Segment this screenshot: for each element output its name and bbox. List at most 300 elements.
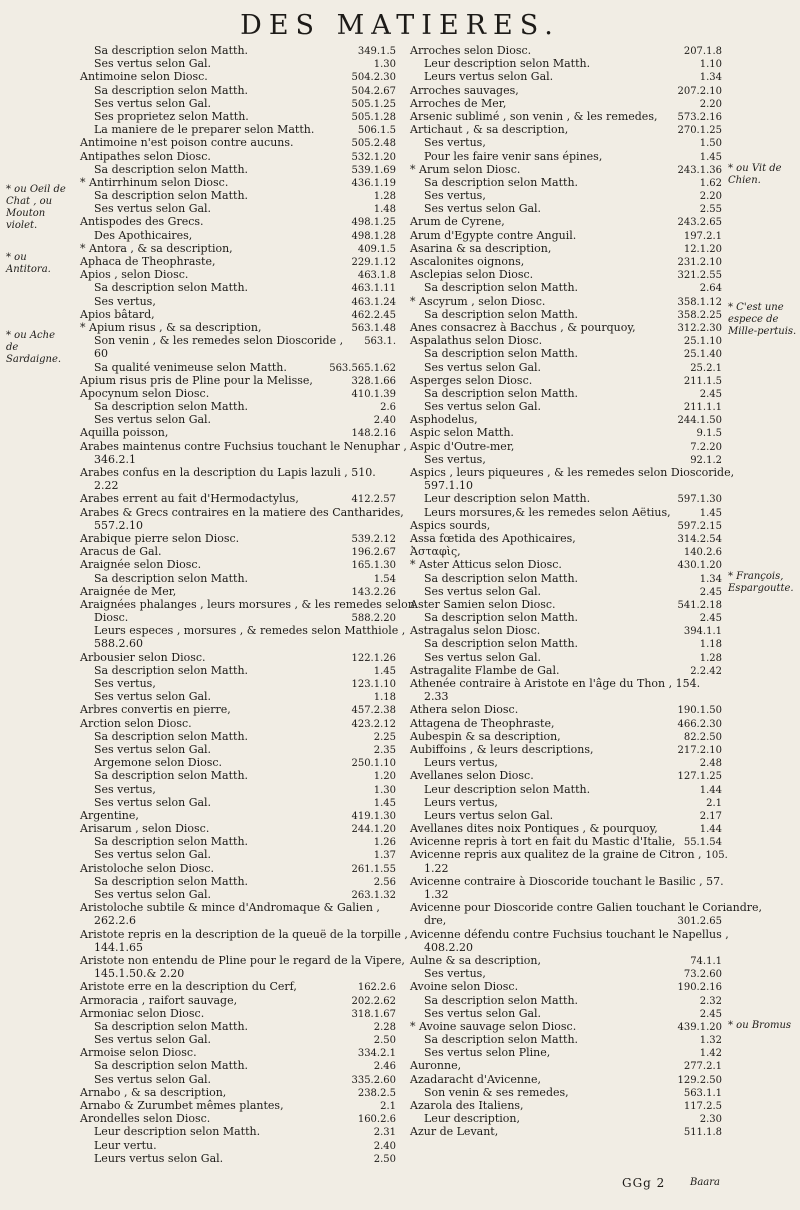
entry-reference: 244.1.20 <box>351 824 396 836</box>
index-entry <box>410 242 722 255</box>
entry-text: Apocynum selon Diosc. <box>80 386 210 400</box>
index-entry <box>80 862 396 875</box>
index-entry <box>410 888 722 901</box>
entry-text: Aulne & sa description, <box>410 953 541 967</box>
index-entry <box>80 1020 396 1033</box>
entry-reference: 1.34 <box>699 72 722 84</box>
entry-text: Leur description, <box>424 1112 520 1126</box>
index-entry <box>80 400 396 413</box>
entry-reference: 12.1.20 <box>683 243 722 255</box>
index-entry <box>410 479 722 492</box>
index-entry <box>410 215 722 228</box>
entry-text: Ses vertus selon Gal. <box>94 742 212 756</box>
entry-reference: 2.1 <box>380 1101 396 1112</box>
entry-text: Antimoine n'est poison contre aucuns. <box>80 136 294 150</box>
entry-text: Argemone selon Diosc. <box>94 756 223 770</box>
entry-text: Aristoloche subtile & mince d'Andromaque & Galien , <box>80 901 380 915</box>
entry-text: Aspalathus selon Diosc. <box>410 334 543 348</box>
index-entry <box>80 730 396 743</box>
entry-reference: 1.28 <box>699 652 722 664</box>
entry-reference: 129.2.50 <box>677 1074 722 1086</box>
index-entry <box>410 717 722 730</box>
index-entry <box>410 202 722 215</box>
entry-reference: 207.2.10 <box>677 85 722 97</box>
entry-text: 262.2.6 <box>94 914 136 928</box>
entry-text: Ses vertus selon Gal. <box>424 202 542 216</box>
index-entry <box>80 479 396 492</box>
index-entry <box>80 1086 396 1099</box>
index-entry <box>80 1152 396 1165</box>
entry-reference: 314.2.54 <box>677 533 722 545</box>
entry-reference: 2.17 <box>699 810 722 822</box>
index-entry <box>410 862 722 875</box>
entry-text: Arbousier selon Diosc. <box>80 650 206 664</box>
index-entry <box>410 1099 722 1112</box>
index-entry <box>410 558 722 571</box>
entry-text: Ses vertus, <box>424 136 486 150</box>
index-entry <box>410 84 722 97</box>
entry-reference: 462.2.45 <box>351 309 396 321</box>
entry-text: Aristoloche selon Diosc. <box>80 861 214 875</box>
index-entry <box>410 822 722 835</box>
entry-text: Azarola des Italiens, <box>410 1099 524 1112</box>
index-entry <box>80 756 396 769</box>
entry-reference: 321.2.55 <box>677 270 722 282</box>
entry-text: Arum de Cyrene, <box>410 215 505 229</box>
entry-reference: 318.1.67 <box>351 1008 396 1020</box>
entry-text: Assa fœtida des Apothicaires, <box>410 531 576 545</box>
entry-text: Leur description selon Matth. <box>424 57 591 71</box>
entry-text: Aster Samien selon Diosc. <box>410 597 556 611</box>
entry-reference: 250.1.10 <box>351 758 396 770</box>
entry-text: * Avoine sauvage selon Diosc. <box>410 1019 577 1033</box>
entry-text: Astragalus selon Diosc. <box>410 624 541 638</box>
index-entry <box>410 44 722 57</box>
entry-reference: 74.1.1 <box>690 955 722 967</box>
entry-reference: 2.2.42 <box>690 665 722 677</box>
index-entry <box>80 796 396 809</box>
entry-text: Sa description selon Matth. <box>424 386 579 400</box>
entry-text: Apios bâtard, <box>80 307 155 321</box>
index-entry <box>80 651 396 664</box>
side-note-bromus: * ou Bromus <box>728 1020 792 1031</box>
index-entry <box>80 624 406 638</box>
entry-text: Azadaracht d'Avicenne, <box>410 1072 542 1086</box>
entry-text: Ses vertus selon Pline, <box>424 1046 551 1060</box>
entry-text: Attagena de Theophraste, <box>410 716 555 730</box>
entry-reference: 217.2.10 <box>677 744 722 756</box>
index-entry <box>80 611 396 624</box>
entry-text: Sa description selon Matth. <box>94 83 249 97</box>
index-entry <box>410 848 728 862</box>
entry-text: Ses vertus selon Gal. <box>94 1072 212 1086</box>
entry-text: Avicenne repris aux qualitez de la graine de Citron , <box>410 848 702 862</box>
entry-reference: 243.2.65 <box>677 217 722 229</box>
entry-reference: 1.20 <box>373 771 396 783</box>
entry-reference: 2.50 <box>373 1035 396 1047</box>
entry-text: * Apium risus , & sa description, <box>80 320 262 334</box>
entry-text: Leurs especes , morsures , & remedes selon Matthiole , <box>94 624 406 638</box>
entry-reference: 1.30 <box>373 59 396 71</box>
entry-reference: 1.30 <box>373 784 396 796</box>
entry-reference: 2.50 <box>373 1153 396 1165</box>
entry-reference: 588.2.20 <box>351 613 396 625</box>
index-entry <box>80 202 396 215</box>
index-entry <box>80 994 396 1007</box>
index-entry <box>410 730 722 743</box>
entry-reference: 563.1.1 <box>683 1087 722 1099</box>
entry-reference: 358.1.12 <box>677 296 722 308</box>
index-entry <box>410 229 722 242</box>
entry-text: Ses vertus selon Gal. <box>94 202 212 216</box>
index-entry <box>410 994 722 1007</box>
entry-text: Arum d'Egypte contre Anguil. <box>410 228 577 242</box>
entry-reference: 2.45 <box>699 388 722 400</box>
index-entry <box>80 387 396 400</box>
index-entry <box>80 769 396 782</box>
catchword: Baara <box>690 1177 721 1188</box>
entry-text: Araignées phalanges , leurs morsures , & les remedes selon <box>80 597 415 611</box>
entry-reference: 277.2.1 <box>683 1061 722 1073</box>
entry-text: Arnabo & Zurumbet mêmes plantes, <box>80 1099 284 1112</box>
index-entry <box>410 796 722 809</box>
entry-reference: 532.1.20 <box>351 151 396 163</box>
index-entry <box>410 97 722 110</box>
entry-text: Avicenne défendu contre Fuchsius touchant le Napellus , <box>410 927 729 941</box>
entry-reference: 1.44 <box>699 784 722 796</box>
entry-text: Asperges selon Diosc. <box>410 373 533 387</box>
index-entry <box>80 1046 396 1059</box>
index-entry <box>80 967 396 980</box>
index-entry <box>410 690 722 703</box>
entry-text: Leur description selon Matth. <box>94 1125 261 1139</box>
index-entry <box>80 1007 396 1020</box>
entry-text: Auronne, <box>410 1059 462 1073</box>
entry-text: Anes consacrez à Bacchus , & pourquoy, <box>410 320 636 334</box>
entry-reference: 55.1.54 <box>683 837 722 849</box>
entry-reference: 1.54 <box>373 573 396 585</box>
entry-text: Arbres convertis en pierre, <box>80 703 231 717</box>
entry-reference: 1.45 <box>373 797 396 809</box>
index-entry <box>80 110 396 123</box>
side-note-antitora: * ou Antitora. <box>6 252 51 275</box>
index-entry <box>410 941 722 954</box>
index-entry <box>410 980 722 993</box>
index-entry <box>80 637 396 650</box>
entry-reference: 211.1.5 <box>683 375 722 387</box>
index-entry <box>80 1059 396 1072</box>
entry-reference: 539.1.69 <box>351 164 396 176</box>
entry-text: Ses proprietez selon Matth. <box>94 109 249 123</box>
index-entry <box>410 875 722 888</box>
index-entry <box>410 70 722 83</box>
entry-text: Leurs vertus, <box>424 795 498 809</box>
entry-text: Ses vertus selon Gal. <box>94 57 212 71</box>
entry-text: Antipathes selon Diosc. <box>80 149 211 163</box>
entry-reference: 511.1.8 <box>683 1127 722 1139</box>
entry-text: Avellanes dites noix Pontiques , & pourquoy, <box>410 822 658 836</box>
entry-reference: 409.1.5 <box>357 243 396 255</box>
entry-text: Sa description selon Matth. <box>94 162 249 176</box>
entry-text: Aristote erre en la description du Cerf, <box>80 980 297 994</box>
entry-reference: 312.2.30 <box>677 322 722 334</box>
index-entry <box>80 347 396 360</box>
index-entry <box>80 84 396 97</box>
side-note-oeil-de-chat: * ou Oeil de Chat , ou Mouton violet. <box>6 184 66 231</box>
entry-reference: 162.2.6 <box>357 982 396 994</box>
entry-reference: 1.44 <box>699 824 722 836</box>
entry-reference: 231.2.10 <box>677 257 722 268</box>
entry-text: Araignée selon Diosc. <box>80 558 202 572</box>
index-entry <box>410 426 722 439</box>
index-entry <box>80 321 396 334</box>
index-entry <box>410 519 722 532</box>
index-entry <box>80 57 396 70</box>
entry-text: Arabes confus en la description du Lapis lazuli , 510. <box>80 466 376 479</box>
entry-text: Ses vertus selon Gal. <box>94 96 212 110</box>
index-entry <box>410 967 722 980</box>
index-entry <box>410 651 722 664</box>
index-entry <box>410 492 722 505</box>
entry-reference: 504.2.30 <box>351 72 396 84</box>
entry-text: Ses vertus selon Gal. <box>424 584 542 598</box>
index-entry <box>80 413 396 426</box>
index-entry <box>410 914 722 927</box>
index-entry <box>80 519 396 532</box>
index-entry <box>80 215 396 228</box>
entry-text: Arondelles selon Diosc. <box>80 1112 211 1126</box>
index-entry <box>80 545 396 558</box>
entry-text: Son venin & ses remedes, <box>424 1085 569 1099</box>
index-entry <box>410 664 722 677</box>
entry-reference: 117.2.5 <box>683 1101 722 1112</box>
index-entry <box>410 387 722 400</box>
entry-text: Antimoine selon Diosc. <box>80 70 208 84</box>
index-entry <box>80 914 396 927</box>
entry-text: Aquilla poisson, <box>80 426 169 440</box>
entry-reference: 122.1.26 <box>351 652 396 664</box>
index-entry <box>80 361 396 374</box>
index-entry <box>410 1086 722 1099</box>
index-entry <box>410 585 722 598</box>
entry-text: 60 <box>94 347 108 361</box>
entry-text: * Antora , & sa description, <box>80 241 233 255</box>
entry-text: Arabes errent au fait d'Hermodactylus, <box>80 492 299 506</box>
entry-text: La maniere de le preparer selon Matth. <box>94 123 315 137</box>
index-entry <box>410 506 722 519</box>
index-entry <box>410 1059 722 1072</box>
index-entry <box>80 492 396 505</box>
entry-reference: 243.1.36 <box>677 164 722 176</box>
entry-text: Arction selon Diosc. <box>80 716 192 730</box>
index-entry <box>80 308 396 321</box>
entry-text: Ἀσταφὶς, <box>410 545 461 559</box>
entry-text: Ses vertus selon Gal. <box>94 1033 212 1047</box>
entry-text: Sa description selon Matth. <box>94 1019 249 1033</box>
entry-text: Arsenic sublimé , son venin , & les remedes, <box>410 109 658 123</box>
index-entry <box>410 1046 722 1059</box>
entry-text: Aubespin & sa description, <box>410 729 561 743</box>
entry-text: Apios , selon Diosc. <box>80 268 189 282</box>
entry-reference: 394.1.1 <box>683 626 722 638</box>
entry-text: Sa description selon Matth. <box>424 281 579 295</box>
index-entry <box>80 848 396 861</box>
entry-text: Leurs vertus selon Gal. <box>424 808 554 822</box>
entry-reference: 190.2.16 <box>677 982 722 994</box>
index-entry <box>410 1033 722 1046</box>
index-entry <box>80 664 396 677</box>
index-entry <box>410 334 722 347</box>
entry-text: Sa description selon Matth. <box>424 175 579 189</box>
entry-text: Ses vertus selon Gal. <box>94 888 212 901</box>
index-entry <box>80 1099 396 1112</box>
entry-reference: 1.18 <box>373 692 396 704</box>
index-entry <box>410 295 722 308</box>
index-entry <box>80 888 396 901</box>
index-entry <box>410 545 722 558</box>
index-entry <box>410 189 722 202</box>
index-entry <box>80 334 396 347</box>
entry-text: Artichaut , & sa description, <box>410 123 569 137</box>
entry-text: Astragalite Flambe de Gal. <box>410 663 560 677</box>
entry-text: * Antirrhinum selon Diosc. <box>80 175 229 189</box>
index-entry <box>80 150 396 163</box>
entry-text: 597.1.10 <box>424 479 473 493</box>
entry-text: 2.22 <box>94 479 119 493</box>
entry-text: Ses vertus, <box>94 294 156 308</box>
index-entry <box>80 743 396 756</box>
entry-reference: 505.1.25 <box>351 98 396 110</box>
entry-text: Ses vertus, <box>424 967 486 981</box>
index-entry <box>80 295 396 308</box>
index-entry <box>80 532 396 545</box>
entry-reference: 2.45 <box>699 613 722 625</box>
entry-text: 145.1.50.& 2.20 <box>94 967 185 981</box>
entry-reference: 1.45 <box>373 665 396 677</box>
entry-reference: 1.34 <box>699 573 722 585</box>
entry-text: 346.2.1 <box>94 452 136 466</box>
index-entry <box>410 255 722 268</box>
index-entry <box>410 901 763 915</box>
index-entry <box>410 598 722 611</box>
entry-reference: 2.56 <box>373 876 396 888</box>
index-entry <box>410 268 722 281</box>
index-entry <box>80 374 396 387</box>
entry-reference: 2.1 <box>706 797 722 809</box>
entry-text: Sa description selon Matth. <box>94 189 249 203</box>
entry-reference: 439.1.20 <box>677 1021 722 1033</box>
entry-reference: 2.40 <box>373 415 396 427</box>
index-entry <box>80 875 396 888</box>
index-entry <box>80 703 396 716</box>
entry-reference: 1.42 <box>699 1048 722 1060</box>
index-entry <box>410 756 722 769</box>
entry-text: Arabique pierre selon Diosc. <box>80 531 240 545</box>
index-entry <box>80 281 396 294</box>
entry-text: Athera selon Diosc. <box>410 703 519 717</box>
entry-text: Athenée contraire à Aristote en l'âge du Thon , 154. <box>410 677 701 690</box>
index-entry <box>410 637 722 650</box>
entry-reference: 1.10 <box>699 59 722 71</box>
entry-text: Arroches de Mer, <box>410 96 507 110</box>
entry-reference: 25.2.1 <box>690 362 722 374</box>
index-entry <box>80 1073 396 1086</box>
entry-reference: 2.30 <box>699 1114 722 1126</box>
entry-reference: 2.25 <box>373 731 396 743</box>
entry-text: Arisarum , selon Diosc. <box>80 822 210 836</box>
entry-reference: 539.2.12 <box>351 533 396 545</box>
entry-text: Ses vertus selon Gal. <box>94 690 212 704</box>
entry-text: Armoise selon Diosc. <box>80 1046 197 1060</box>
entry-text: Leurs vertus selon Gal. <box>94 1151 224 1165</box>
index-entry <box>410 308 722 321</box>
index-entry <box>410 163 722 176</box>
index-entry <box>80 901 396 914</box>
index-entry <box>80 822 396 835</box>
index-entry <box>80 1125 396 1138</box>
entry-text: Sa description selon Matth. <box>424 307 579 321</box>
entry-reference: 349.1.5 <box>357 46 396 57</box>
entry-text: Avoine selon Diosc. <box>410 980 519 994</box>
entry-reference: 463.1.8 <box>357 270 396 282</box>
index-entry <box>80 980 396 993</box>
entry-text: Avellanes selon Diosc. <box>410 769 534 783</box>
entry-reference: 498.1.28 <box>351 230 396 242</box>
index-entry <box>80 268 396 281</box>
entry-reference: 1.26 <box>373 837 396 849</box>
entry-reference: 2.45 <box>699 586 722 598</box>
index-entry <box>410 1020 722 1033</box>
index-entry <box>80 439 407 453</box>
index-entry <box>80 953 405 967</box>
entry-text: dre, <box>424 914 447 928</box>
entry-reference: 2.6 <box>380 402 396 414</box>
entry-reference: 105. <box>705 850 728 862</box>
entry-text: Ses vertus, <box>94 677 156 690</box>
entry-text: * Ascyrum , selon Diosc. <box>410 294 546 308</box>
entry-reference: 301.2.65 <box>677 916 722 928</box>
index-entry <box>410 374 722 387</box>
index-entry <box>80 189 396 202</box>
index-entry <box>80 426 396 439</box>
entry-text: 1.32 <box>424 888 449 901</box>
entry-reference: 2.35 <box>373 744 396 756</box>
index-entry <box>80 835 396 848</box>
index-entry <box>80 123 396 136</box>
entry-text: Aspic selon Matth. <box>410 426 514 440</box>
entry-reference: 196.2.67 <box>351 547 396 559</box>
entry-text: Sa description selon Matth. <box>94 663 249 677</box>
entry-text: Des Apothicaires, <box>94 228 193 242</box>
entry-reference: 263.1.32 <box>351 890 396 901</box>
entry-text: 2.33 <box>424 690 449 704</box>
entry-text: Avicenne repris à tort en fait du Mastic d'Italie, <box>410 835 676 849</box>
index-entry <box>80 941 396 954</box>
index-entry <box>80 453 396 466</box>
entry-reference: 123.1.10 <box>351 679 396 690</box>
page-title: DES MATIERES. <box>240 10 560 41</box>
index-entry <box>410 624 722 637</box>
entry-reference: 143.2.26 <box>351 586 396 598</box>
entry-text: Arnabo , & sa description, <box>80 1085 227 1099</box>
entry-reference: 573.2.16 <box>677 111 722 123</box>
index-entry <box>410 703 722 716</box>
entry-text: * Aster Atticus selon Diosc. <box>410 558 562 572</box>
entry-text: Aspics , leurs piqueures , & les remedes selon Dioscoride, <box>410 466 735 479</box>
entry-reference: 2.20 <box>699 98 722 110</box>
index-entry <box>80 255 396 268</box>
side-note-vit-de-chien: * ou Vit de Chien. <box>728 163 782 186</box>
